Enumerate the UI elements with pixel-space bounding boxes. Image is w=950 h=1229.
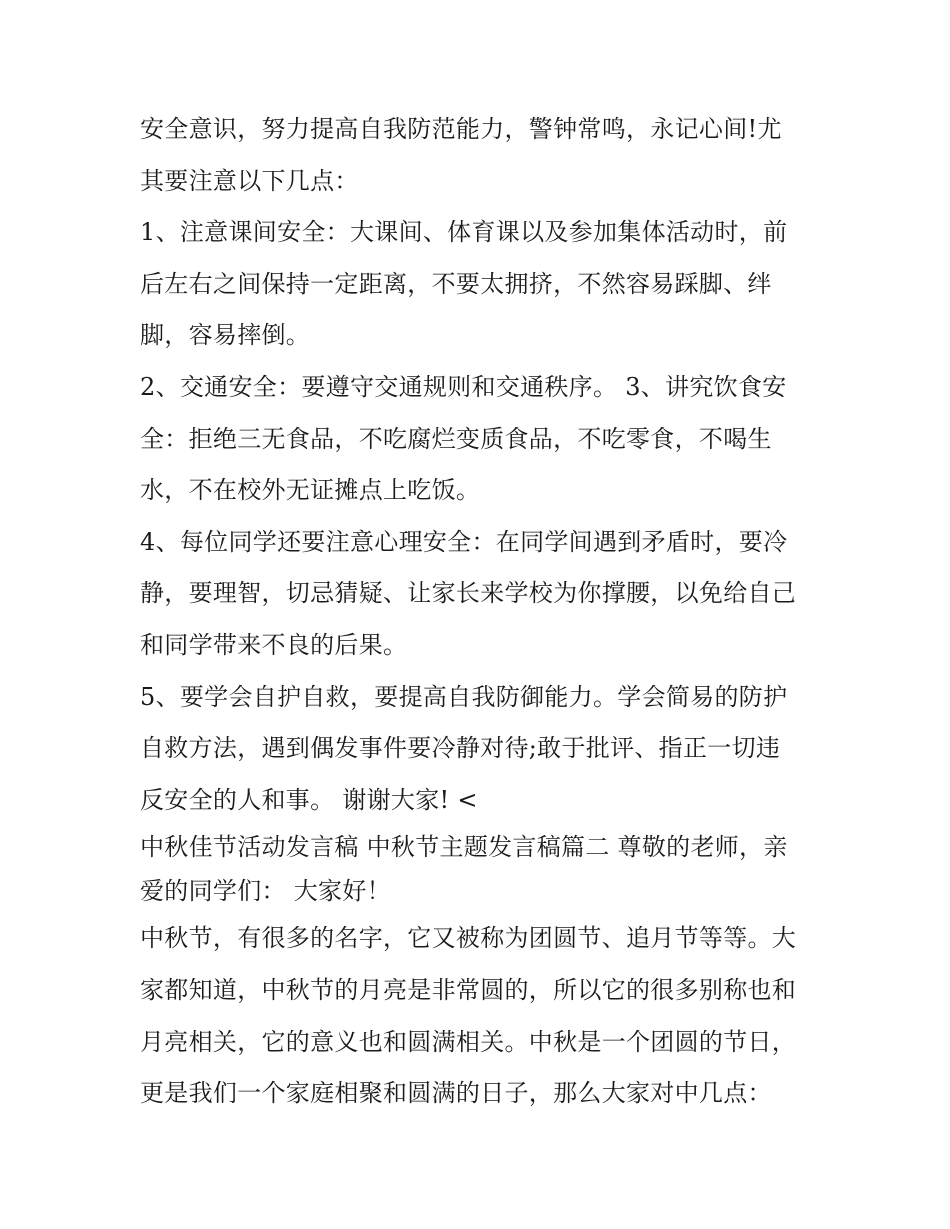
text-line: 4、每位同学还要注意心理安全：在同学间遇到矛盾时，要冷 <box>140 527 788 556</box>
text-line: 爱的同学们： 大家好！ <box>140 876 391 905</box>
text-line: 月亮相关，它的意义也和圆满相关。中秋是一个团圆的节日， <box>140 1027 797 1056</box>
text-line: 反安全的人和事。 谢谢大家! < <box>140 785 478 814</box>
text-line: 2、交通安全：要遵守交通规则和交通秩序。 3、讲究饮食安 <box>140 372 787 401</box>
text-line: 自救方法，遇到偶发事件要冷静对待;敢于批评、指正一切违 <box>140 734 781 763</box>
safety-paragraph <box>140 104 820 826</box>
text-line: 脚，容易摔倒。 <box>140 321 311 350</box>
document-body <box>140 104 820 1120</box>
text-line: 中秋节，有很多的名字，它又被称为团圆节、追月节等等。大 <box>140 924 797 953</box>
text-line: 家都知道，中秋节的月亮是非常圆的，所以它的很多别称也和 <box>140 975 797 1004</box>
text-line: 后左右之间保持一定距离，不要太拥挤，不然容易踩脚、绊 <box>140 269 772 298</box>
text-line: 水，不在校外无证摊点上吃饭。 <box>140 476 481 505</box>
mid-autumn-paragraph <box>140 913 820 1119</box>
text-line: 安全意识，努力提高自我防范能力，警钟常鸣，永记心间!尤 <box>140 115 782 143</box>
text-line: 和同学带来不良的后果。 <box>140 630 408 659</box>
text-line: 更是我们一个家庭相聚和圆满的日子，那么大家对中几点： <box>140 1079 772 1108</box>
text-line: 全：拒绝三无食品，不吃腐烂变质食品，不吃零食，不喝生 <box>140 424 772 453</box>
text-line: 1、注意课间安全：大课间、体育课以及参加集体活动时，前 <box>140 218 788 247</box>
text-line: 其要注意以下几点： <box>140 166 359 195</box>
text-line: 5、要学会自护自救，要提高自我防御能力。学会简易的防护 <box>140 682 788 711</box>
text-line: 静，要理智，切忌猜疑、让家长来学校为你撑腰，以免给自己 <box>140 579 797 608</box>
text-line: 中秋佳节活动发言稿 中秋节主题发言稿篇二 尊敬的老师，亲 <box>140 833 788 862</box>
speech-heading-paragraph <box>140 826 820 913</box>
